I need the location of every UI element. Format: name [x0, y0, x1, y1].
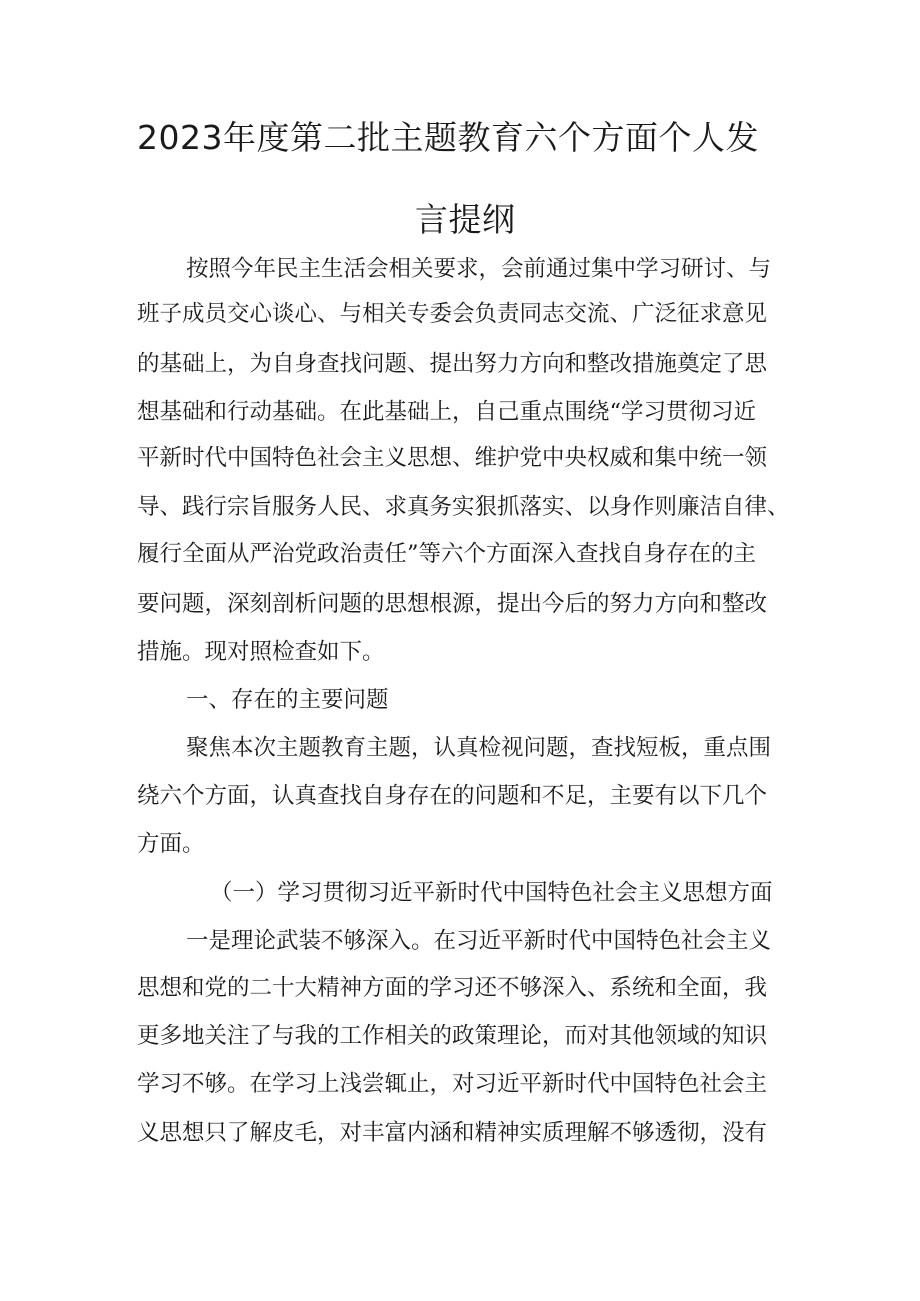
paragraph-line: 按照今年民主生活会相关要求，会前通过集中学习研讨、与 [186, 256, 772, 282]
document-title-line-2: 言提纲 [415, 200, 516, 239]
paragraph-line: 导、践行宗旨服务人民、求真务实狠抓落实、以身作则廉洁自律、 [137, 494, 790, 520]
paragraph-line: 履行全面从严治党政治责任”等六个方面深入查找自身存在的主 [137, 541, 757, 567]
document-title-line-1: 2023年度第二批主题教育六个方面个人发 [137, 118, 759, 157]
paragraph-line: 聚焦本次主题教育主题，认真检视问题，查找短板，重点围 [186, 735, 772, 761]
paragraph-line: 思想和党的二十大精神方面的学习还不够深入、系统和全面，我 [137, 975, 768, 1001]
subsection-heading: （一）学习贯彻习近平新时代中国特色社会主义思想方面 [210, 880, 773, 906]
paragraph-line: 的基础上，为自身查找问题、提出努力方向和整改措施奠定了思 [137, 351, 768, 377]
paragraph-line: 想基础和行动基础。在此基础上，自己重点围绕“学习贯彻习近 [137, 399, 757, 425]
section-heading: 一、存在的主要问题 [186, 687, 389, 713]
paragraph-line: 一是理论武装不够深入。在习近平新时代中国特色社会主义 [186, 928, 772, 954]
paragraph-line: 绕六个方面，认真查找自身存在的问题和不足，主要有以下几个 [137, 783, 768, 809]
paragraph-line: 方面。 [137, 831, 205, 857]
paragraph-line: 措施。现对照检查如下。 [137, 639, 385, 665]
paragraph-line: 班子成员交心谈心、与相关专委会负责同志交流、广泛征求意见 [137, 301, 768, 327]
paragraph-line: 平新时代中国特色社会主义思想、维护党中央权威和集中统一领 [137, 445, 768, 471]
paragraph-line: 学习不够。在学习上浅尝辄止，对习近平新时代中国特色社会主 [137, 1071, 768, 1097]
paragraph-line: 要问题，深刻剖析问题的思想根源，提出今后的努力方向和整改 [137, 591, 768, 617]
paragraph-line: 更多地关注了与我的工作相关的政策理论，而对其他领域的知识 [137, 1023, 768, 1049]
paragraph-line: 义思想只了解皮毛，对丰富内涵和精神实质理解不够透彻，没有 [137, 1120, 768, 1146]
